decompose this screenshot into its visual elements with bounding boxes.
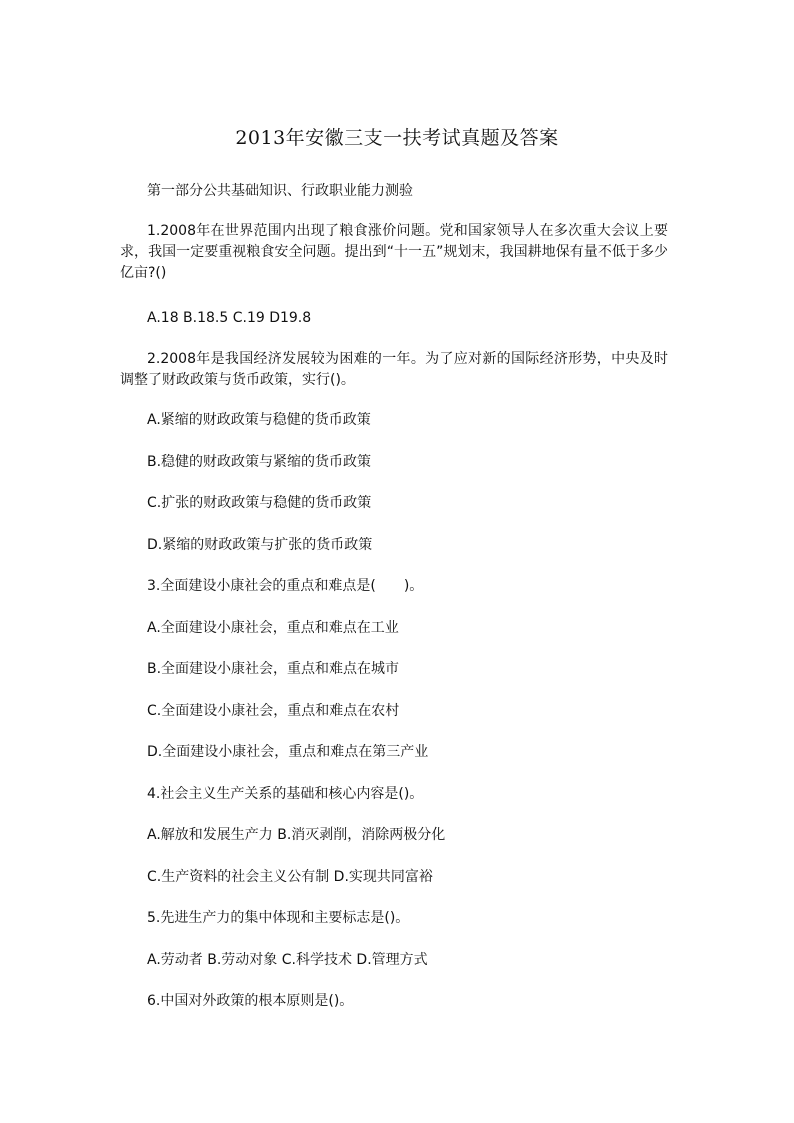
- question-4-options-ab: A.解放和发展生产力 B.消灭剥削，消除两极分化: [147, 827, 446, 843]
- question-2-option-a: A.紧缩的财政政策与稳健的货币政策: [147, 412, 371, 428]
- question-4-stem: 4.社会主义生产关系的基础和核心内容是()。: [147, 786, 424, 802]
- question-6-stem: 6.中国对外政策的根本原则是()。: [147, 993, 354, 1009]
- question-3-option-b: B.全面建设小康社会，重点和难点在城市: [147, 661, 400, 677]
- question-4-options-cd: C.生产资料的社会主义公有制 D.实现共同富裕: [147, 869, 433, 885]
- question-1-options: A.18 B.18.5 C.19 D19.8: [147, 310, 312, 326]
- question-5-stem: 5.先进生产力的集中体现和主要标志是()。: [147, 910, 410, 926]
- question-3-stem: 3.全面建设小康社会的重点和难点是( )。: [147, 578, 424, 594]
- question-5-options: A.劳动者 B.劳动对象 C.科学技术 D.管理方式: [147, 952, 428, 968]
- question-3-option-c: C.全面建设小康社会，重点和难点在农村: [147, 703, 400, 719]
- section-heading: 第一部分公共基础知识、行政职业能力测验: [147, 183, 413, 199]
- question-2-option-c: C.扩张的财政政策与稳健的货币政策: [147, 495, 372, 511]
- question-2-option-b: B.稳健的财政政策与紧缩的货币政策: [147, 454, 372, 470]
- question-3-option-a: A.全面建设小康社会，重点和难点在工业: [147, 620, 399, 636]
- question-3-option-d: D.全面建设小康社会，重点和难点在第三产业: [147, 744, 429, 760]
- question-2-option-d: D.紧缩的财政政策与扩张的货币政策: [147, 537, 373, 553]
- document-title: 2013年安徽三支一扶考试真题及答案: [235, 127, 559, 149]
- question-2-stem: 2.2008年是我国经济发展较为困难的一年。为了应对新的国际经济形势，中央及时调整了财政政策与货币政策，实行()。: [120, 351, 668, 388]
- question-1-stem: 1.2008年在世界范围内出现了粮食涨价问题。党和国家领导人在多次重大会议上要求，我国一定要重视粮食安全问题。提出到“十一五”规划末，我国耕地保有量不低于多少亿亩?(): [120, 223, 668, 281]
